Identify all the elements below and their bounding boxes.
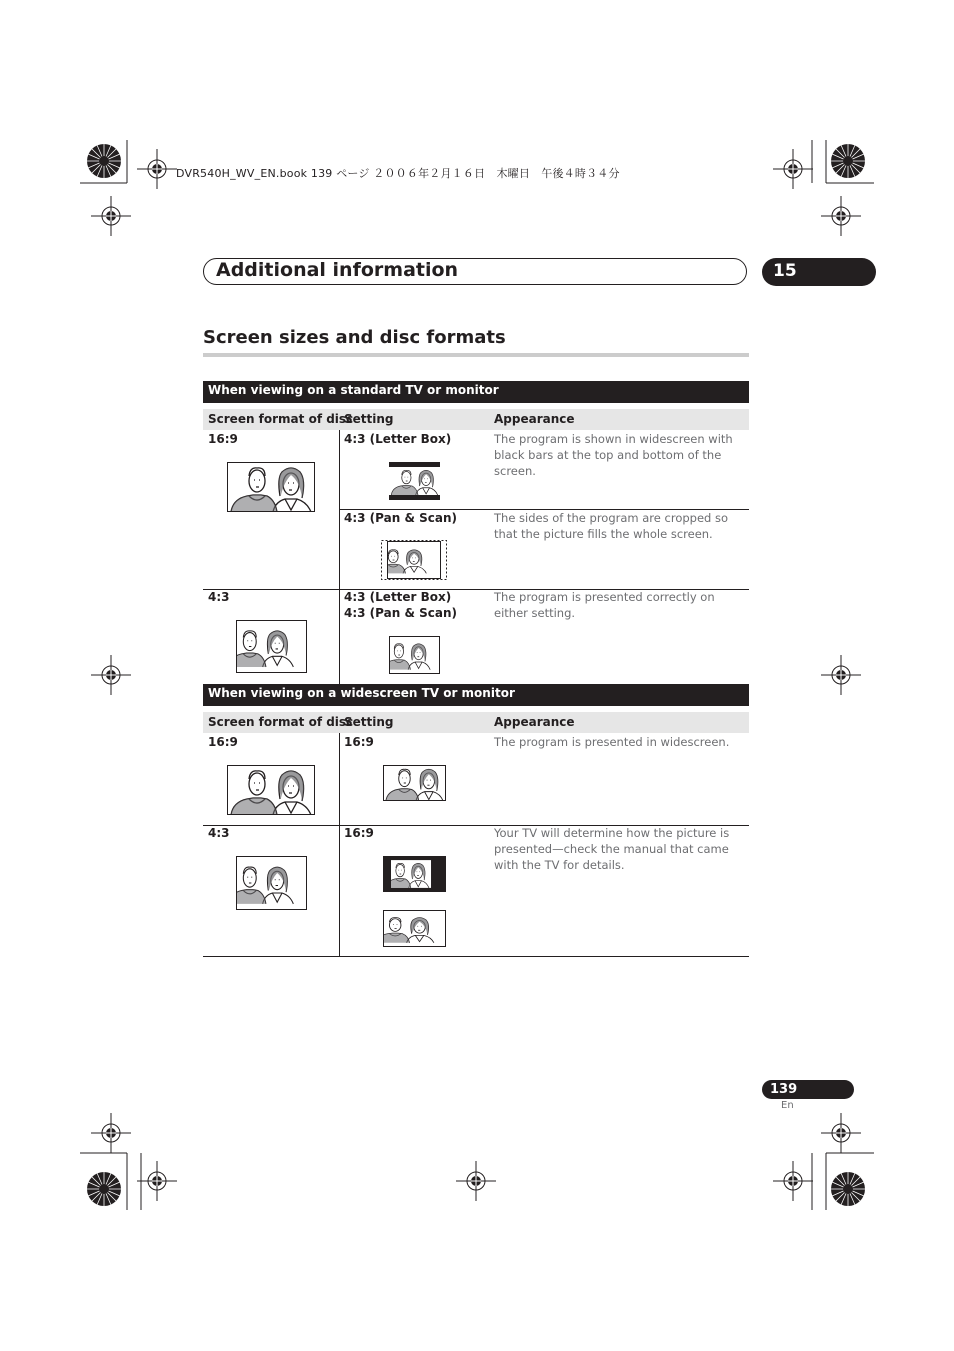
starburst-icon bbox=[84, 1169, 124, 1209]
standard-picture-icon bbox=[236, 856, 307, 910]
table-cell-appearance: Your TV will determine how the picture is presented—check the manual that came with the TV for details. bbox=[494, 826, 730, 872]
table-cell-setting: 16:9 bbox=[344, 735, 374, 749]
column-header-setting: Setting bbox=[344, 412, 394, 426]
widescreen-picture-icon bbox=[227, 462, 315, 512]
widescreen-picture-icon bbox=[383, 765, 446, 801]
registration-mark-icon bbox=[91, 1113, 131, 1153]
table-cell-appearance: The program is shown in widescreen with black bars at the top and bottom of the screen. bbox=[494, 432, 733, 478]
registration-mark-icon bbox=[821, 655, 861, 695]
registration-mark-icon bbox=[137, 149, 177, 189]
section-underline bbox=[203, 353, 749, 357]
column-header-format: Screen format of disc bbox=[208, 412, 354, 426]
registration-mark-icon bbox=[91, 655, 131, 695]
table-cell-format: 4:3 bbox=[208, 826, 230, 840]
table-header-standard-tv: When viewing on a standard TV or monitor bbox=[203, 381, 749, 403]
column-divider bbox=[339, 430, 340, 684]
table-cell-setting: 4:3 (Pan & Scan) bbox=[344, 511, 457, 525]
table-cell-format: 16:9 bbox=[208, 735, 238, 749]
printer-slug-line: DVR540H_WV_EN.book 139 ページ ２００６年２月１６日 木曜日 午後４時３４分 bbox=[176, 167, 620, 180]
table-cell-appearance: The sides of the program are cropped so that the picture fills the whole screen. bbox=[494, 511, 729, 541]
registration-mark-icon bbox=[137, 1161, 177, 1201]
widescreen-picture-icon bbox=[227, 765, 315, 815]
pan-scan-picture-icon bbox=[381, 540, 447, 580]
column-header-appearance: Appearance bbox=[494, 412, 575, 426]
table-cell-format: 16:9 bbox=[208, 432, 238, 446]
column-header-setting: Setting bbox=[344, 715, 394, 729]
table-cell-appearance: The program is presented correctly on either setting. bbox=[494, 590, 715, 620]
registration-mark-icon bbox=[821, 196, 861, 236]
standard-picture-icon bbox=[236, 620, 307, 673]
letterbox-picture-icon bbox=[389, 462, 440, 500]
table-header-widescreen-tv: When viewing on a widescreen TV or monitor bbox=[203, 684, 749, 706]
column-header-appearance: Appearance bbox=[494, 715, 575, 729]
starburst-icon bbox=[828, 141, 868, 181]
table-cell-setting: 4:3 (Letter Box) bbox=[344, 432, 452, 446]
table-cell-setting: 16:9 bbox=[344, 826, 374, 840]
column-divider bbox=[339, 733, 340, 956]
column-header-row bbox=[203, 712, 749, 733]
registration-mark-icon bbox=[91, 196, 131, 236]
language-code: En bbox=[781, 1100, 794, 1111]
standard-picture-icon bbox=[389, 636, 440, 674]
column-header-format: Screen format of disc bbox=[208, 715, 354, 729]
table-bottom-rule bbox=[203, 956, 749, 957]
stretched-picture-icon bbox=[383, 910, 446, 947]
table-cell-appearance: The program is presented in widescreen. bbox=[494, 735, 730, 749]
table-cell-setting: 4:3 (Letter Box) bbox=[344, 590, 452, 604]
chapter-title: Additional information bbox=[216, 259, 459, 281]
registration-mark-icon bbox=[456, 1161, 496, 1201]
registration-mark-icon bbox=[773, 1161, 813, 1201]
section-title: Screen sizes and disc formats bbox=[203, 327, 506, 348]
pillarbox-picture-icon bbox=[383, 856, 446, 892]
starburst-icon bbox=[84, 141, 124, 181]
chapter-number-badge: 15 bbox=[762, 258, 876, 286]
column-header-row bbox=[203, 409, 749, 430]
table-cell-setting-alt: 4:3 (Pan & Scan) bbox=[344, 606, 457, 620]
page-number: 139 bbox=[762, 1080, 854, 1099]
table-cell-format: 4:3 bbox=[208, 590, 230, 604]
starburst-icon bbox=[828, 1169, 868, 1209]
registration-mark-icon bbox=[821, 1113, 861, 1153]
registration-mark-icon bbox=[773, 149, 813, 189]
